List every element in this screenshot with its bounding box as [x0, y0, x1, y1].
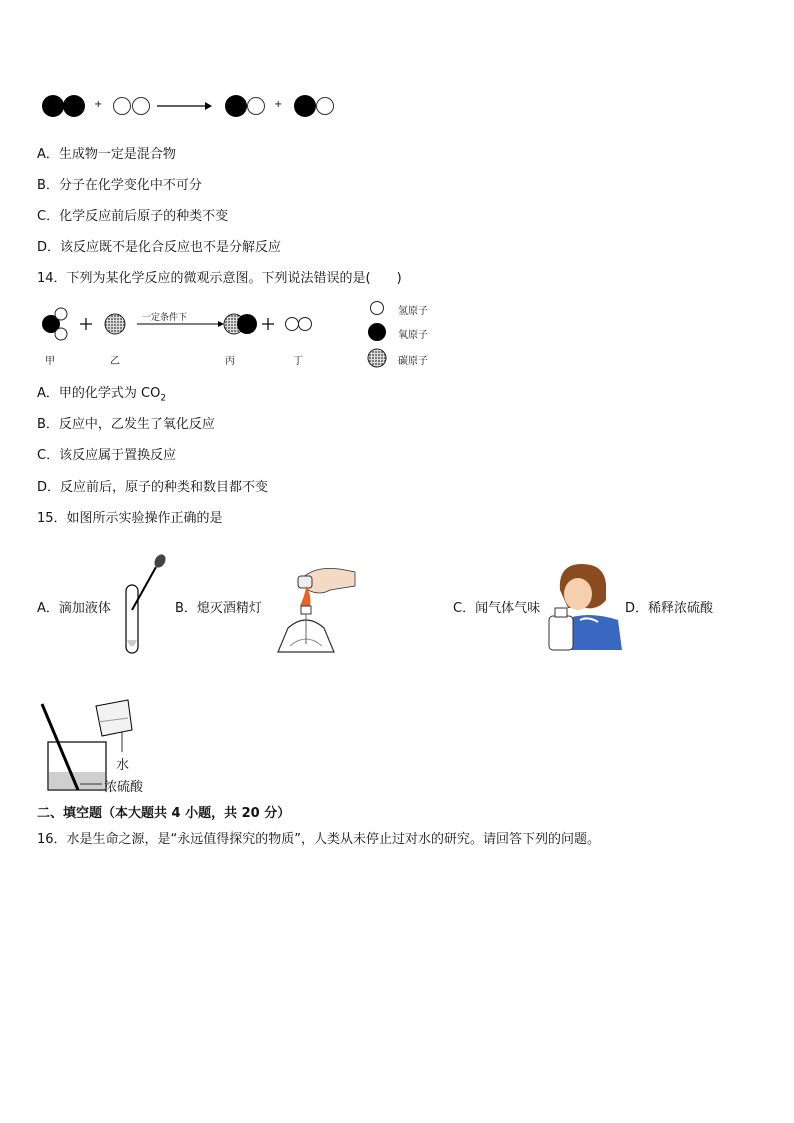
q14-stem: 14．下列为某化学反应的微观示意图。下列说法错误的是( ) — [37, 271, 402, 286]
hydrogen-atom — [55, 328, 67, 340]
q13-option-b: B．分子在化学变化中不可分 — [37, 178, 202, 193]
legend-carbon-label: 碳原子 — [398, 356, 428, 367]
q15-option-c: C．闻气体气味 — [453, 601, 541, 616]
q13-option-d: D．该反应既不是化合反应也不是分解反应 — [37, 240, 282, 255]
hydrogen-atom — [286, 318, 299, 331]
dropper-test-tube-illustration — [120, 555, 170, 660]
species-label-jia: 甲 — [45, 356, 55, 367]
q13-option-a: A．生成物一定是混合物 — [37, 147, 176, 162]
q14-reaction-diagram — [0, 0, 794, 380]
alcohol-lamp-illustration — [270, 558, 360, 658]
plus-sign: + — [94, 99, 103, 110]
acid-label: 浓硫酸 — [104, 780, 144, 795]
water-label: 水 — [116, 758, 130, 773]
carbon-atom — [105, 314, 125, 334]
oxygen-atom — [237, 314, 257, 334]
q15-option-a: A．滴加液体 — [37, 601, 111, 616]
plus-sign: + — [274, 99, 283, 110]
q15-option-d: D．稀释浓硫酸 — [625, 601, 714, 616]
q14-option-b: B．反应中，乙发生了氧化反应 — [37, 417, 215, 432]
q15-stem: 15．如图所示实验操作正确的是 — [37, 511, 223, 526]
species-label-bing: 丙 — [225, 356, 235, 367]
legend-oxygen-label: 氧原子 — [398, 330, 428, 341]
smell-gas-illustration — [546, 560, 626, 655]
species-label-yi: 乙 — [110, 356, 120, 367]
legend-carbon-icon — [368, 349, 386, 367]
q16-stem: 16．水是生命之源，是“永远值得探究的物质”，人类从未停止过对水的研究。请回答下列的问题。 — [37, 832, 601, 847]
legend-oxygen-icon — [368, 323, 386, 341]
arrow-condition-label: 一定条件下 — [142, 313, 188, 323]
q14-option-a: A．甲的化学式为 $CO_2$ — [37, 386, 167, 404]
legend-hydrogen-label: 氢原子 — [398, 306, 428, 317]
hydrogen-atom — [299, 318, 312, 331]
q14-option-d: D．反应前后，原子的种类和数目都不变 — [37, 480, 269, 495]
q13-option-c: C．化学反应前后原子的种类不变 — [37, 209, 229, 224]
hydrogen-atom — [55, 308, 67, 320]
legend-hydrogen-icon — [371, 302, 384, 315]
q15-option-b: B．熄灭酒精灯 — [175, 601, 262, 616]
section-title: 二、填空题（本大题共 4 小题，共 20 分） — [37, 806, 291, 821]
q14-option-c: C．该反应属于置换反应 — [37, 448, 177, 463]
species-label-ding: 丁 — [293, 356, 303, 367]
